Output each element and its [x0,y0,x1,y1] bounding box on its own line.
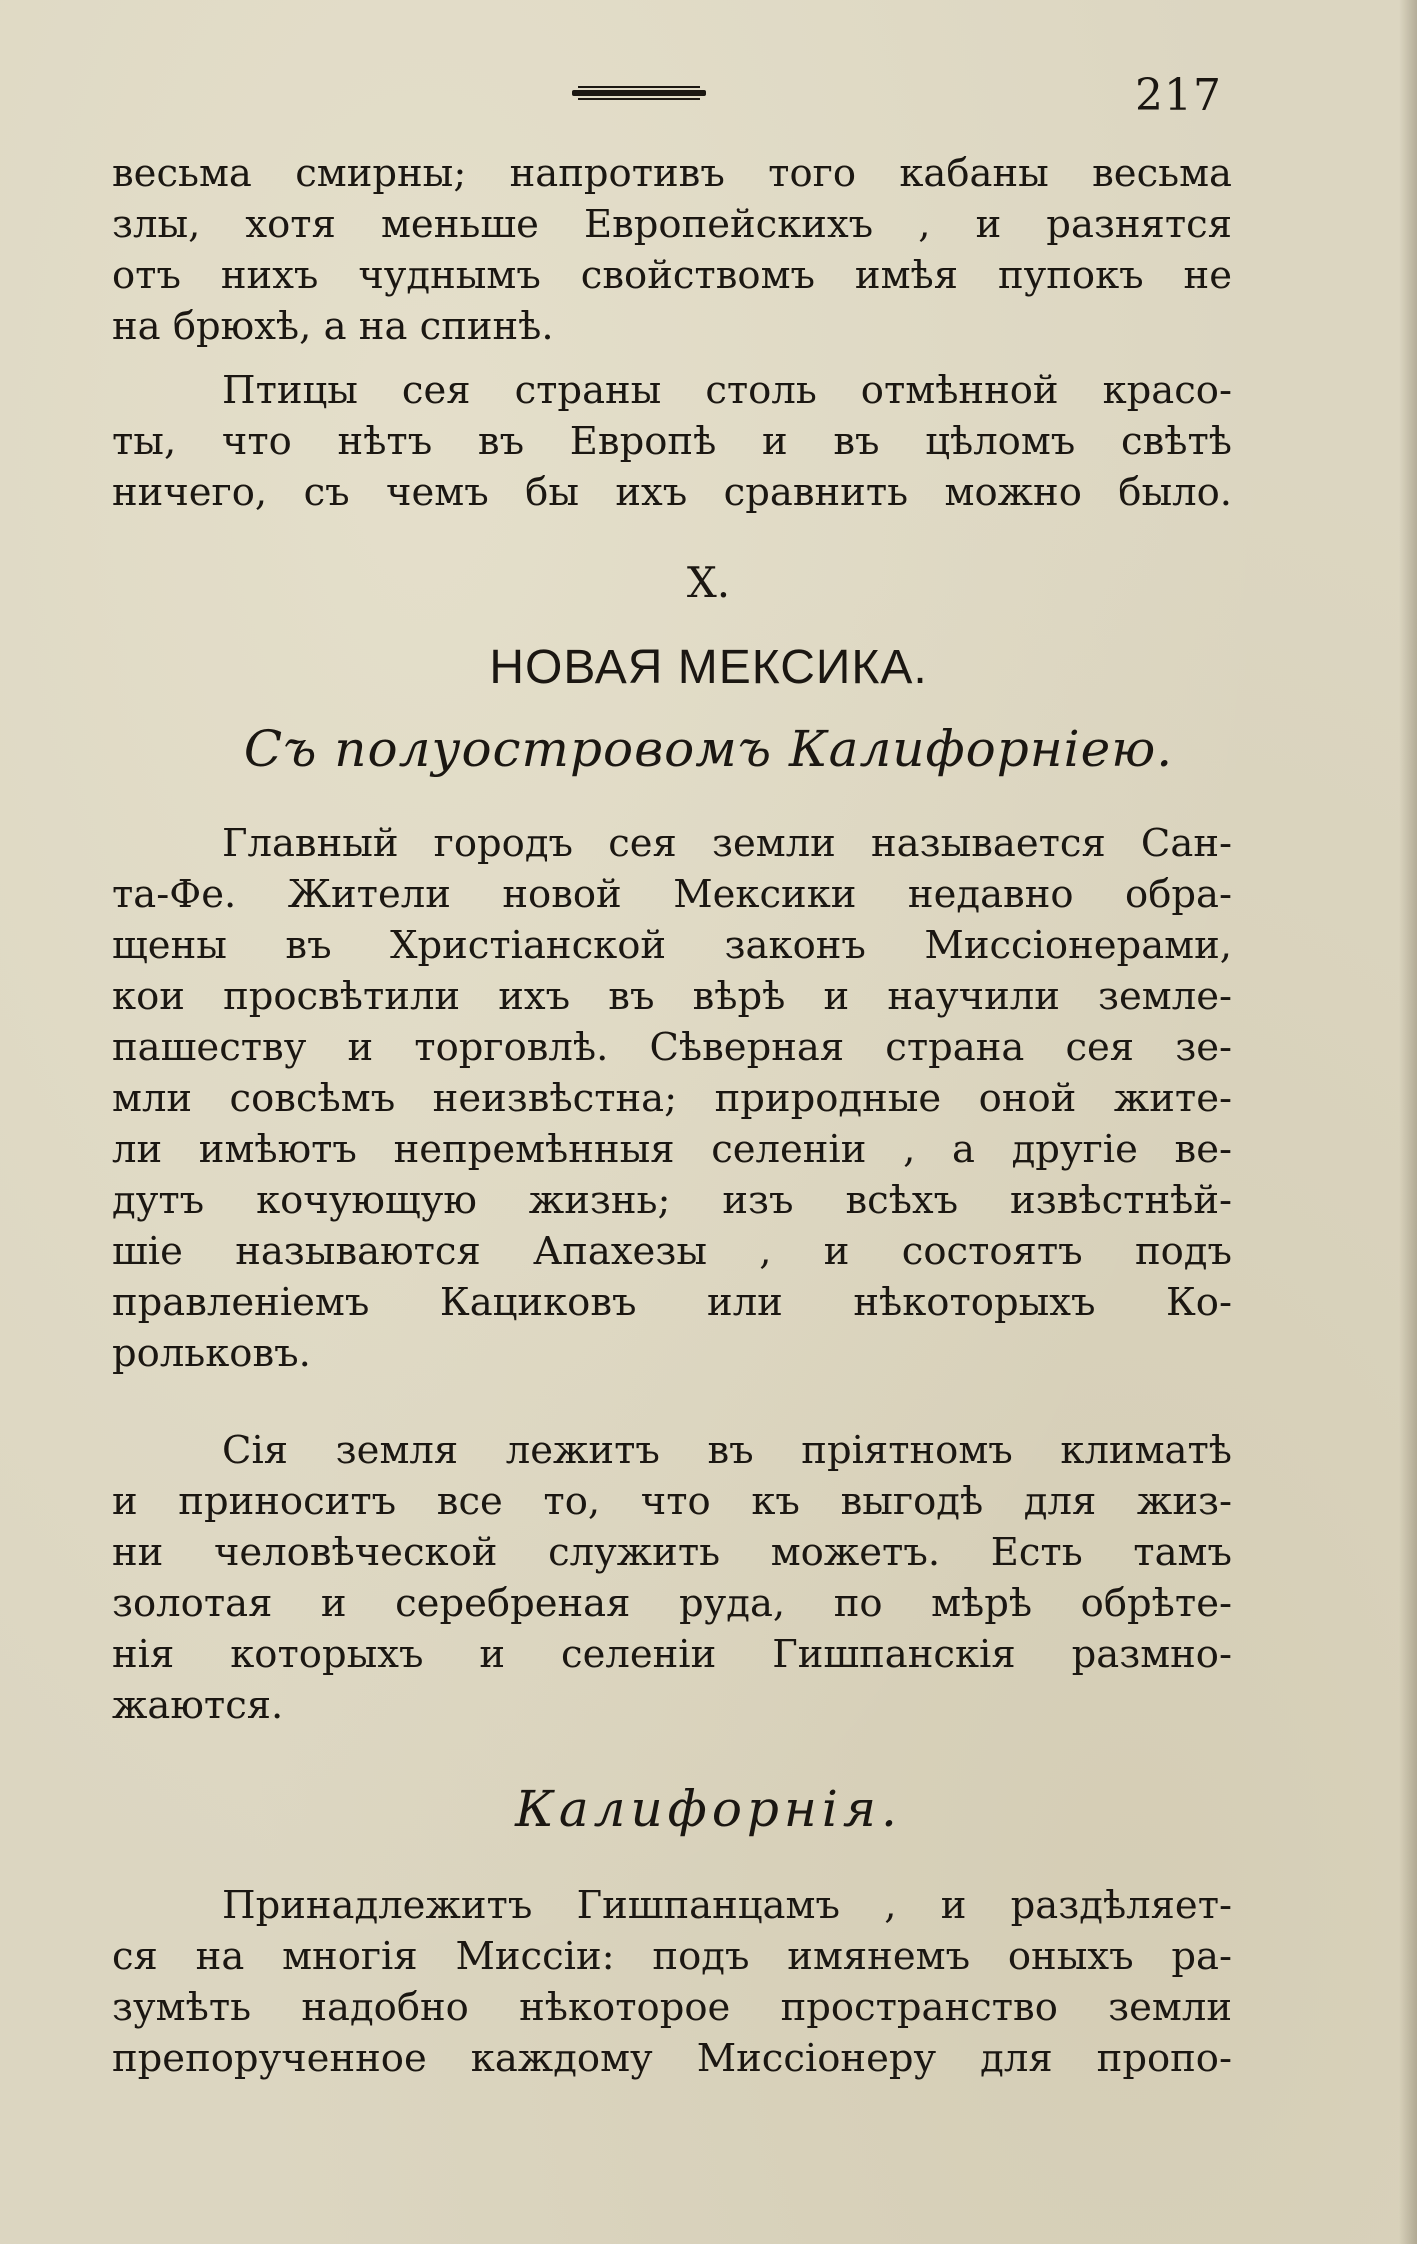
section-title: НОВАЯ МЕКСИКА. [489,641,928,694]
text-line: отъ нихъ чуднымъ свойствомъ имѣя пупокъ не [112,253,1232,298]
text-line: ничего, съ чемъ бы ихъ сравнить можно было. [112,470,1232,515]
section-subtitle: Съ полуостровомъ Калифорнiею. [243,720,1174,778]
text-line: кои просвѣтили ихъ въ вѣрѣ и научили земле- [112,974,1232,1019]
text-line: ты, что нѣтъ въ Европѣ и въ цѣломъ свѣтѣ [112,419,1232,464]
text-line: на брюхѣ, а на спинѣ. [112,304,554,349]
text-line: и приноситъ все то, что къ выгодѣ для жиз- [112,1479,1232,1524]
text-line: Главный городъ сея земли называется Сан- [222,821,1232,866]
text-line: шiе называются Апахезы , и состоятъ подъ [112,1229,1232,1274]
page-number: 217 [1135,70,1222,121]
section-number: X. [686,558,731,607]
text-line: Сiя земля лежитъ въ прiятномъ климатѣ [222,1428,1232,1473]
text-line: ся на многiя Миссiи: подъ имянемъ оныхъ ра- [112,1934,1232,1979]
text-line: нiя которыхъ и селенiи Гишпанскiя размно- [112,1632,1232,1677]
text-line: та-Фе. Жители новой Мексики недавно обра- [112,872,1232,917]
text-line: дутъ кочующую жизнь; изъ всѣхъ извѣстнѣй- [112,1178,1232,1223]
text-line: жаются. [112,1683,284,1728]
page-edge-shadow [1399,0,1417,2244]
text-line: Птицы сея страны столь отмѣнной красо- [222,368,1232,413]
paragraph-birds [112,365,1232,518]
california-heading: Калифорнiя. [515,1780,902,1838]
text-line: мли совсѣмъ неизвѣстна; природные оной жите- [112,1076,1232,1121]
text-line: препорученное каждому Миссiонеру для пропо- [112,2036,1232,2081]
text-line: зумѣть надобно нѣкоторое пространство земли [112,1985,1232,2030]
paragraph-california [112,1880,1232,2084]
paragraph-new-mexico-1 [112,818,1232,1379]
text-line: ни человѣческой служить можетъ. Есть тамъ [112,1530,1232,1575]
text-line: весьма смирны; напротивъ того кабаны весьма [112,151,1232,196]
text-line: золотая и серебреная руда, по мѣрѣ обрѣте- [112,1581,1232,1626]
text-line: ли имѣютъ непремѣнныя селенiи , а другiе ве- [112,1127,1232,1172]
text-line: Принадлежитъ Гишпанцамъ , и раздѣляет- [222,1883,1232,1928]
text-line: правленiемъ Кациковъ или нѣкоторыхъ Ко- [112,1280,1232,1325]
text-line: щены въ Христiанской законъ Миссiонерами, [112,923,1232,968]
text-line: пашеству и торговлѣ. Сѣверная страна сея зе- [112,1025,1232,1070]
header-ornament-rule [572,86,706,100]
paragraph-new-mexico-2 [112,1425,1232,1731]
text-line: злы, хотя меньше Европейскихъ , и разнятся [112,202,1232,247]
text-line: рольковъ. [112,1331,311,1376]
paragraph-animals-continued [112,148,1232,352]
